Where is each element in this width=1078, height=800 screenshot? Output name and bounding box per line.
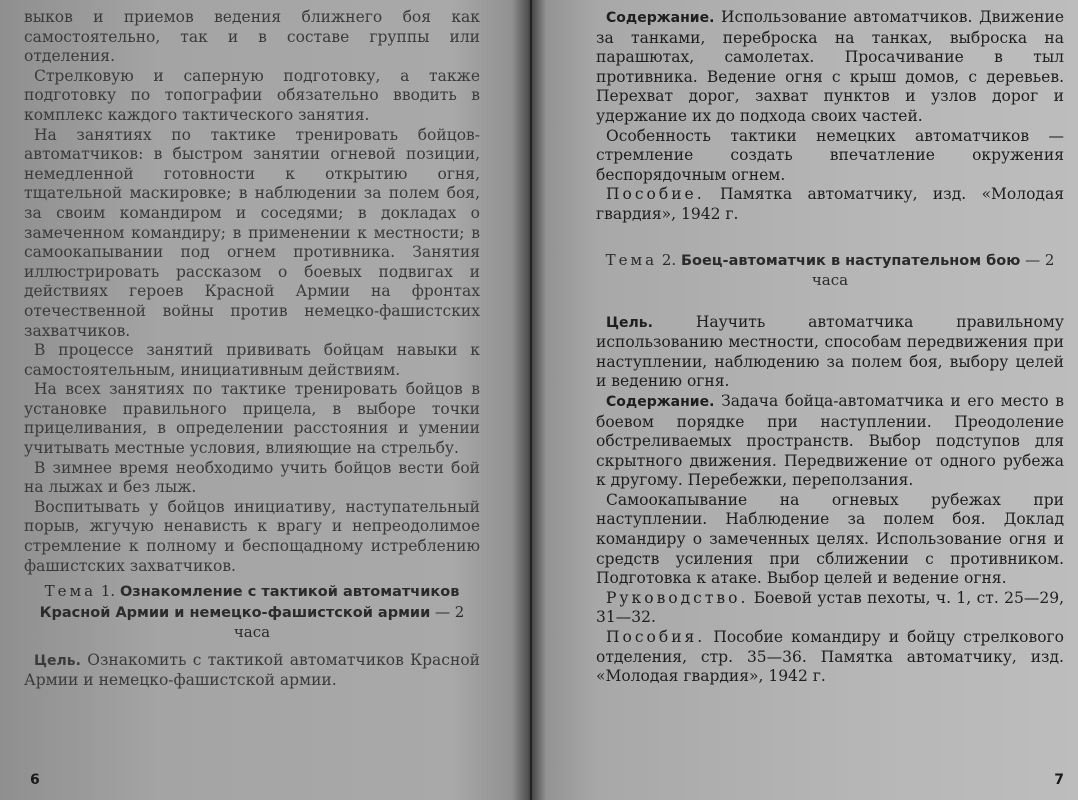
topic-1-heading bbox=[24, 582, 480, 643]
topic-word: Тема bbox=[44, 582, 97, 601]
topic-duration: — 2 часа bbox=[811, 250, 1055, 290]
content-text: Задача бойца-автоматчика и его место в боевом порядке при наступлении. Преодоление обстреливаемых пространств. Выбор подступов для скрытного движения. Передвижение от одного рубежа к другому. Перебежки, переползания. bbox=[596, 391, 1065, 490]
guide-text: Боевой устав пехоты, ч. 1, ст. 25—29, 31—32. bbox=[596, 588, 1064, 627]
topic-word: Тема bbox=[605, 250, 658, 269]
right-page bbox=[532, 0, 1078, 800]
topic-number: 2. bbox=[661, 250, 677, 269]
paragraph: Стрелковую и саперную подготовку, а также подготовку по топографии обязательно вводить в комплекс каждого тактического занятия. bbox=[24, 66, 480, 124]
manual-text: Памятка автоматчику, изд. «Молодая гвардия», 1942 г. bbox=[596, 185, 1064, 223]
content-paragraph bbox=[596, 392, 1064, 491]
manual-label: Пособие. bbox=[606, 185, 705, 204]
paragraph: В процессе занятий прививать бойцам навыки к самостоятельным, инициативным действиям. bbox=[24, 341, 480, 379]
content-paragraph bbox=[596, 8, 1064, 127]
paragraph: На занятиях по тактике тренировать бойцов-автоматчиков: в быстром занятии огневой позиции, немедленной готовности к открытию огня, тщательной маскировке; в наблюдении за полем боя, за своим командиром и соседями; в докладах о замеченном командиру; в применении к местности; в самоокапывании под огнем противника. Занятия иллюстрировать рассказом о боевых подвигах и действиях героев Красной Армии на фронтах отечественной войны против немецко-фашистских захватчиков. bbox=[24, 125, 480, 340]
topic-2-heading bbox=[596, 251, 1064, 291]
goal-text: Научить автоматчика правильному использованию местности, способам передвижения при наступлении, наблюдению за полем боя, выбору целей и ведению огня. bbox=[596, 312, 1064, 391]
paragraph: Воспитывать у бойцов инициативу, наступательный порыв, жгучую ненависть к врагу и непреодолимое стремление к полному и беспощадному истреблению фашистских захватчиков. bbox=[24, 497, 480, 575]
content-text: Использование автоматчиков. Движение за танками, переброска на танках, выброска на парашютах, самолетах. Просачивание в тыл противника. Ведение огня с крыш домов, с деревьев. Перехват дорог, захват пунктов и узлов дорог и удержание их до подхода своих частей. bbox=[596, 8, 1064, 125]
left-page bbox=[0, 0, 530, 800]
book-gutter bbox=[512, 0, 546, 800]
paragraph: В зимнее время необходимо учить бойцов вести бой на лыжах и без лыж. bbox=[24, 458, 480, 497]
manual-paragraph bbox=[596, 628, 1064, 687]
page-number: 7 bbox=[1054, 772, 1064, 788]
manual-label: Пособия. bbox=[606, 628, 706, 647]
topic-title: Боец-автоматчик в наступательном бою bbox=[680, 252, 1021, 269]
manual-text: Пособие командиру и бойцу стрелкового отделения, стр. 35—36. Памятка автоматчику, изд. «Молодая гвардия», 1942 г. bbox=[596, 628, 1064, 686]
goal-text: Ознакомить с тактикой автоматчиков Красной Армии и немецко-фашистской армии. bbox=[24, 650, 480, 690]
topic-duration: — 2 часа bbox=[233, 602, 465, 642]
content-label: Содержание. bbox=[606, 393, 715, 410]
paragraph: выков и приемов ведения ближнего боя как самостоятельно, так и в составе группы или отделения. bbox=[24, 8, 480, 66]
paragraph: Особенность тактики немецких автоматчиков — стремление создать впечатление окружения беспорядочным огнем. bbox=[596, 126, 1064, 184]
topic-title: Ознакомление с тактикой автоматчиков Красной Армии и немецко-фашистской армии bbox=[39, 584, 460, 621]
paragraph: Самоокапывание на огневых рубежах при наступлении. Наблюдение за полем боя. Доклад командиру о замеченных целях. Использование огня и средств усиления при сближении с противником. Подготовка к атаке. Выбор целей и ведение огня. bbox=[596, 490, 1064, 588]
goal-label: Цель. bbox=[34, 652, 81, 669]
paragraph: На всех занятиях по тактике тренировать бойцов в установке правильного прицела, в выборе точки прицеливания, в определении расстояния и умении учитывать местные условия, влияющие на стрельбу. bbox=[24, 380, 480, 458]
goal-paragraph bbox=[24, 651, 480, 691]
topic-number: 1. bbox=[100, 582, 116, 601]
goal-label: Цель. bbox=[606, 314, 653, 331]
page-number: 6 bbox=[30, 772, 40, 788]
guide-label: Руководство. bbox=[606, 588, 749, 607]
content-label: Содержание. bbox=[606, 10, 715, 26]
guide-paragraph bbox=[596, 589, 1064, 628]
goal-paragraph bbox=[596, 313, 1064, 392]
manual-paragraph bbox=[596, 185, 1064, 224]
